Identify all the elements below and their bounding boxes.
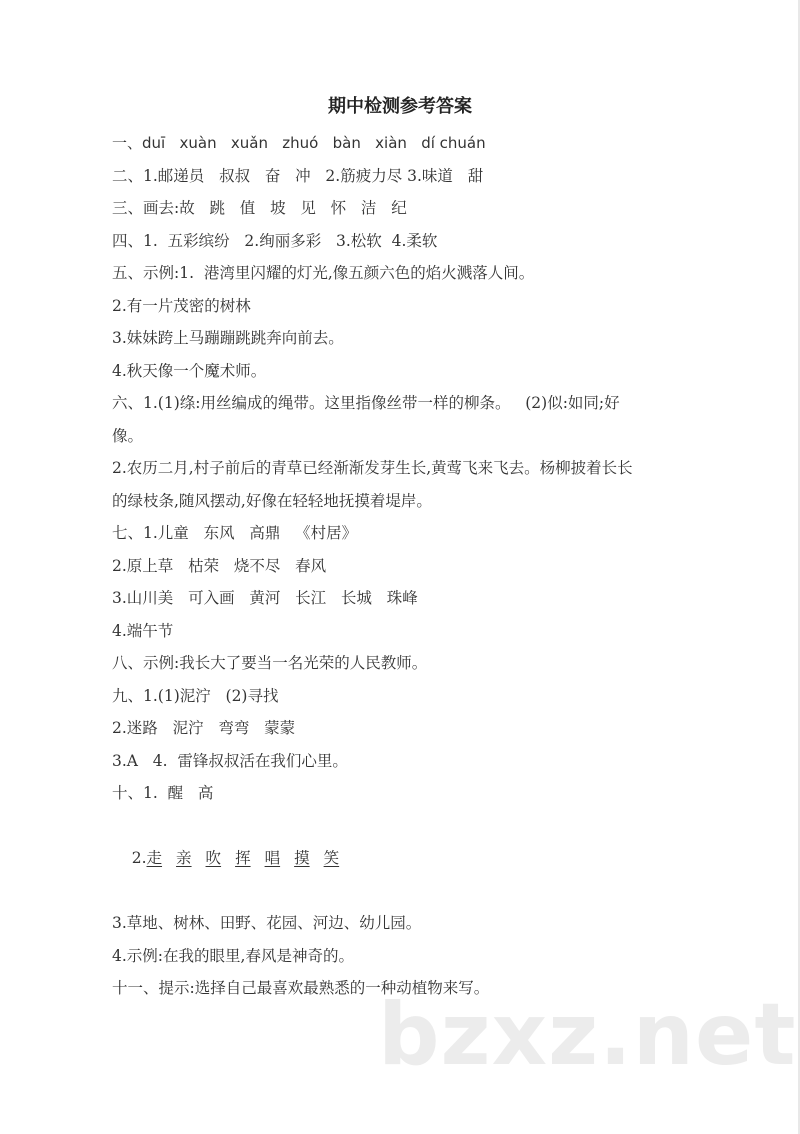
answer-line: 3.草地、树林、田野、花园、河边、幼儿园。 <box>112 914 422 932</box>
underlined-word: 挥 <box>235 849 251 867</box>
page-title: 期中检测参考答案 <box>328 96 472 117</box>
answer-line: 一、duī xuàn xuǎn zhuó bàn xiàn dí chuán <box>112 134 486 152</box>
answer-line: 2.农历二月,村子前后的青草已经渐渐发芽生长,黄莺飞来飞去。杨柳披着长长 <box>112 459 633 477</box>
answer-line: 4.端午节 <box>112 621 174 640</box>
answer-line: 三、画去:故 跳 值 坡 见 怀 洁 纪 <box>112 199 407 217</box>
answer-line: 四、1. 五彩缤纷 2.绚丽多彩 3.松软 4.柔软 <box>112 231 438 250</box>
answer-line: 二、1.邮递员 叔叔 奋 冲 2.筋疲力尽 3.味道 甜 <box>112 166 484 185</box>
underlined-word: 亲 <box>176 849 192 867</box>
underlined-word: 吹 <box>205 849 222 867</box>
answer-line: 2.有一片茂密的树林 <box>112 296 251 315</box>
answer-line: 五、示例:1. 港湾里闪耀的灯光,像五颜六色的焰火溅落人间。 <box>112 264 535 282</box>
answer-line: 十、1. 醒 高 <box>112 784 214 802</box>
answer-line: 3.妹妹跨上马蹦蹦跳跳奔向前去。 <box>112 329 344 347</box>
line-prefix: 2. <box>131 849 147 867</box>
answer-line: 4.秋天像一个魔术师。 <box>112 361 267 380</box>
answer-line: 七、1.儿童 东风 高鼎 《村居》 <box>112 524 358 542</box>
underlined-word: 唱 <box>264 849 281 867</box>
answer-line: 4.示例:在我的眼里,春风是神奇的。 <box>112 946 354 965</box>
answer-line: 2.迷路 泥泞 弯弯 蒙蒙 <box>112 719 296 737</box>
answer-line: 像。 <box>112 426 144 445</box>
watermark: bzxz.net <box>378 985 797 1085</box>
answer-line: 十一、提示:选择自己最喜欢最熟悉的一种动植物来写。 <box>112 979 490 997</box>
underlined-answer-line <box>112 810 692 908</box>
answer-line: 六、1.(1)绦:用丝编成的绳带。这里指像丝带一样的柳条。 (2)似:如同;好 <box>112 394 620 412</box>
answer-line: 3.山川美 可入画 黄河 长江 长城 珠峰 <box>112 589 418 607</box>
answer-body <box>112 127 692 1005</box>
underlined-word: 摸 <box>294 849 310 867</box>
answer-line: 的绿枝条,随风摆动,好像在轻轻地抚摸着堤岸。 <box>112 491 432 510</box>
answer-line: 九、1.(1)泥泞 (2)寻找 <box>112 686 279 705</box>
answer-line: 八、示例:我长大了要当一名光荣的人民教师。 <box>112 654 428 672</box>
answer-line: 3.A 4. 雷锋叔叔活在我们心里。 <box>112 751 348 770</box>
underlined-word: 笑 <box>323 849 340 867</box>
answer-line: 2.原上草 枯荣 烧不尽 春风 <box>112 556 327 575</box>
underlined-word: 走 <box>146 849 163 867</box>
